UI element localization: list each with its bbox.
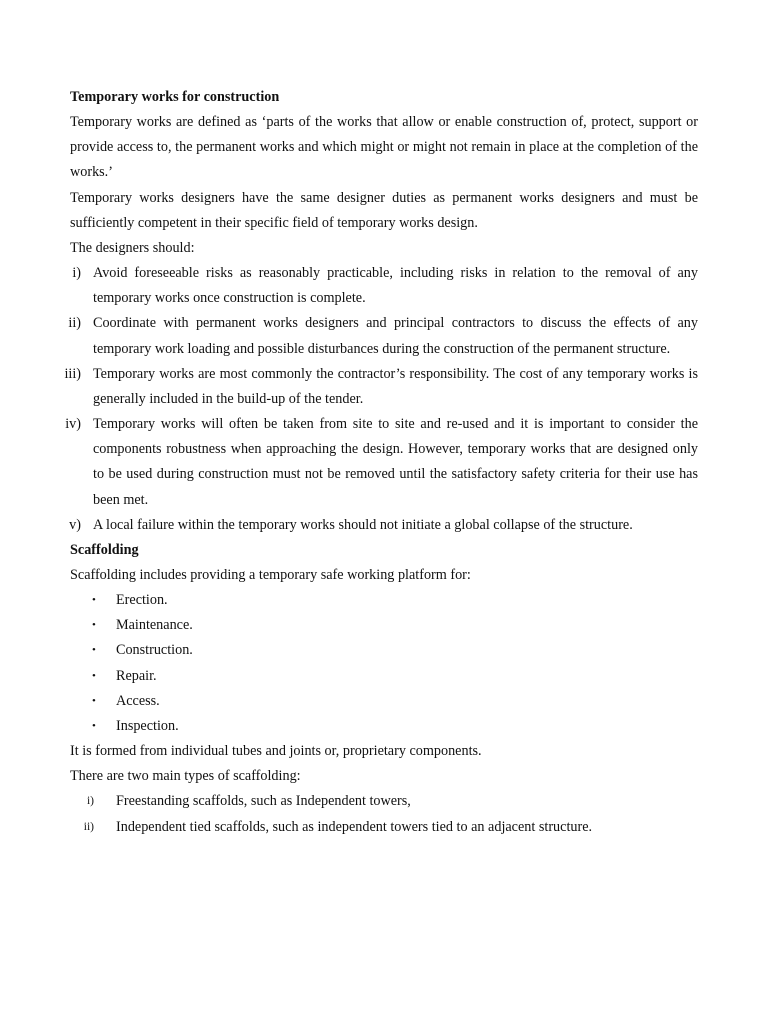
document-page	[64, 85, 698, 840]
bullet-icon: •	[92, 619, 96, 632]
list-item-text: Avoid foreseeable risks as reasonably practicable, including risks in relation to the removal of any temporary works once construction is complete.	[93, 265, 698, 307]
bullet-icon: •	[92, 644, 96, 657]
list-item-text: Maintenance.	[116, 617, 193, 634]
list-item	[70, 638, 698, 663]
list-item	[70, 588, 698, 613]
list-marker: iv)	[65, 416, 81, 433]
list-marker: i)	[72, 265, 81, 282]
scaffolding-types-list	[70, 789, 698, 839]
list-item-text: Erection.	[116, 592, 168, 609]
list-item	[70, 311, 698, 361]
list-item	[70, 513, 698, 538]
section-heading-scaffolding: Scaffolding	[70, 541, 139, 558]
list-item-text: Freestanding scaffolds, such as Independent towers,	[116, 793, 411, 810]
list-item	[70, 789, 698, 814]
list-item	[70, 613, 698, 638]
list-item-text: Repair.	[116, 667, 157, 684]
designer-duties-paragraph: Temporary works designers have the same designer duties as permanent works designers and must be sufficiently competent in their specific field of temporary works design.	[70, 189, 698, 231]
list-item-text: Coordinate with permanent works designers and principal contractors to discuss the effects of any temporary work loading and possible disturbances during the construction of the permanent structure.	[93, 315, 698, 357]
scaffolding-intro: Scaffolding includes providing a temporary safe working platform for:	[70, 566, 471, 583]
list-marker: ii)	[68, 315, 81, 332]
section-heading-temporary-works: Temporary works for construction	[70, 89, 280, 105]
list-item	[70, 664, 698, 689]
definition-paragraph: Temporary works are defined as ‘parts of the works that allow or enable construction of, protect, support or provide access to, the permanent works and which might or might not remain in place at the completion of the works.’	[70, 114, 698, 181]
list-item-text: Construction.	[116, 642, 193, 659]
list-marker: v)	[69, 516, 81, 533]
bullet-icon: •	[92, 719, 96, 732]
bullet-icon: •	[92, 594, 96, 607]
list-item	[70, 714, 698, 739]
list-item	[70, 815, 698, 840]
scaffolding-uses-list	[70, 588, 698, 739]
list-item	[70, 689, 698, 714]
designers-should-intro: The designers should:	[70, 239, 195, 256]
list-marker: i)	[86, 795, 94, 808]
formation-paragraph: It is formed from individual tubes and joints or, proprietary components.	[70, 743, 482, 760]
designer-duties-list	[64, 261, 698, 538]
list-marker: ii)	[83, 820, 94, 833]
list-item-text: A local failure within the temporary works should not initiate a global collapse of the structure.	[93, 516, 633, 533]
list-item	[65, 412, 698, 513]
list-item-text: Inspection.	[116, 717, 179, 734]
list-marker: iii)	[64, 365, 81, 382]
types-intro: There are two main types of scaffolding:	[70, 768, 301, 785]
list-item-text: Temporary works will often be taken from site to site and re-used and it is important to consider the components robustness when approaching the design. However, temporary works that are designed only to be used during construction must not be removed until the satisfactory safety criteria for their use has been met.	[93, 416, 698, 508]
list-item-text: Access.	[116, 692, 160, 709]
list-item	[64, 362, 698, 412]
list-item-text: Temporary works are most commonly the contractor’s responsibility. The cost of any temporary works is generally included in the build-up of the tender.	[93, 365, 698, 407]
bullet-icon: •	[92, 669, 96, 682]
bullet-icon: •	[92, 694, 96, 707]
list-item	[70, 261, 698, 311]
list-item-text: Independent tied scaffolds, such as independent towers tied to an adjacent structure.	[116, 818, 593, 835]
